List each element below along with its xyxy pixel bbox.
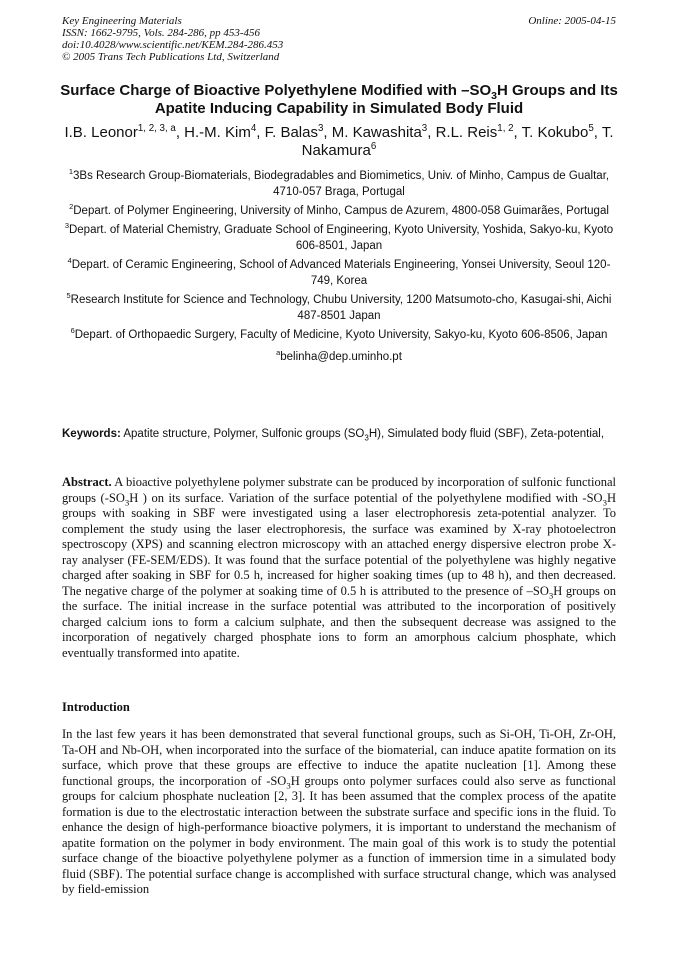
author-affil-sup: 4 bbox=[250, 123, 257, 134]
copyright-line: © 2005 Trans Tech Publications Ltd, Switzerland bbox=[62, 51, 280, 63]
affiliation-number: 5 bbox=[66, 291, 71, 301]
author-affil-sup: 1, 2 bbox=[497, 123, 514, 134]
affiliation bbox=[58, 168, 620, 200]
affiliation bbox=[58, 222, 620, 254]
issn-line: ISSN: 1662-9795, Vols. 284-286, pp 453-456 bbox=[62, 27, 260, 39]
affiliation-text: Depart. of Ceramic Engineering, School of Advanced Materials Engineering, Yonsei University, Seoul 120-749, Korea bbox=[71, 259, 611, 287]
abstract-subscript: 3 bbox=[124, 497, 130, 507]
email-address: belinha@dep.uminho.pt bbox=[280, 351, 402, 363]
keywords-label: Keywords: bbox=[62, 428, 121, 440]
author-separator: , bbox=[593, 124, 602, 141]
email-sup: a bbox=[276, 348, 281, 358]
keywords-part-2: H), Simulated body fluid (SBF), Zeta-potential, bbox=[368, 428, 605, 440]
abstract-text: A bioactive polyethylene polymer substrate can be produced by incorporation of sulfonic functional groups (-SO bbox=[62, 475, 616, 505]
author bbox=[332, 124, 436, 141]
affiliation bbox=[58, 292, 620, 324]
affiliation-text: Research Institute for Science and Technology, Chubu University, 1200 Matsumoto-cho, Kasugai-shi, Aichi 487-8501 Japan bbox=[70, 294, 612, 322]
affiliation bbox=[58, 203, 620, 219]
keywords bbox=[62, 427, 616, 442]
author-separator: , bbox=[427, 124, 436, 141]
affiliation-list bbox=[58, 168, 620, 365]
author-name: F. Balas bbox=[264, 124, 318, 141]
affiliation bbox=[58, 327, 620, 343]
abstract-text: H groups on the surface. The initial increase in the surface potential was attributed to the incorporation of positively charged calcium ions to form a calcium sulphate, and then the subsequent decrease was assigned to the incorporation of negatively charged phosphate ions to form an amorphous calcium phosphate, which eventually transformed into apatite. bbox=[62, 583, 616, 660]
doi-line: doi:10.4028/www.scientific.net/KEM.284-286.453 bbox=[62, 39, 284, 51]
affiliation-text: Depart. of Polymer Engineering, University of Minho, Campus de Azurem, 4800-058 Guimarães, Portugal bbox=[73, 205, 609, 217]
author bbox=[64, 124, 184, 141]
author-name: I.B. Leonor bbox=[64, 124, 138, 141]
author bbox=[265, 124, 332, 141]
affiliation-text: 3Bs Research Group-Biomaterials, Biodegradables and Biomimetics, Univ. of Minho, Campus de Gualtar, 4710-057 Braga, Portugal bbox=[73, 170, 610, 198]
author-separator: , bbox=[323, 124, 332, 141]
author-separator: , bbox=[175, 124, 185, 141]
affiliation-number: 4 bbox=[67, 256, 72, 266]
keywords-subscript: 3 bbox=[364, 433, 369, 443]
author bbox=[436, 124, 522, 141]
author bbox=[522, 124, 602, 141]
corresponding-email bbox=[58, 349, 620, 365]
intro-text: In the last few years it has been demonstrated that several functional groups, such as Si-OH, Ti-OH, Zr-OH, Ta-OH and Nb-OH, when incorporated into the surface of the biomaterial, can induce apatite formation on its surface, which prove that these groups are effective to induce the apatite nucleation [1]. Among these functional groups, the incorporation of -SO bbox=[62, 727, 616, 788]
author-name: T. Nakamura bbox=[301, 124, 614, 159]
affiliation-number: 6 bbox=[70, 326, 75, 336]
author-separator: , bbox=[256, 124, 265, 141]
author-name: R.L. Reis bbox=[435, 124, 498, 141]
title-part-1: Surface Charge of Bioactive Polyethylene Modified with –SO bbox=[60, 82, 492, 99]
author-list bbox=[58, 124, 620, 160]
affiliation-number: 1 bbox=[68, 167, 74, 177]
author-affil-sup: 5 bbox=[588, 123, 594, 134]
author-affil-sup: 3 bbox=[421, 123, 428, 134]
abstract-text: H groups with soaking in SBF were investigated using a laser electrophoresis zeta-potential analyzer. To complement the study using the laser electrophoresis, the surface was examined by X-ray photoelectron spectroscopy (XPS) and scanning electron microscopy with an attached energy dispersive electron probe X-ray analyser (FE-SEM/EDS). It was found that the surface potential of the polyethylene was highly negative charged after soaking in SBF for 0.5 h, increased for higher soaking times (up to 48 h), and then decreased. The negative charge of the polymer at soaking time of 0.5 h is attributed to the presence of –SO bbox=[62, 490, 616, 598]
online-date: Online: 2005-04-15 bbox=[528, 15, 616, 27]
abstract-subscript: 3 bbox=[602, 497, 607, 507]
keywords-part-1: Apatite structure, Polymer, Sulfonic groups (SO bbox=[123, 428, 365, 440]
intro-subscript: 3 bbox=[286, 780, 291, 790]
author-affil-sup: 6 bbox=[370, 141, 377, 152]
paper-title bbox=[50, 82, 628, 118]
author bbox=[184, 124, 264, 141]
affiliation-number: 3 bbox=[64, 221, 69, 231]
abstract-subscript: 3 bbox=[548, 590, 554, 600]
author-affil-sup: 1, 2, 3, a bbox=[137, 123, 176, 134]
abstract bbox=[62, 475, 616, 661]
author-name: T. Kokubo bbox=[521, 124, 589, 141]
author-separator: , bbox=[513, 124, 522, 141]
section-heading: Introduction bbox=[62, 700, 130, 714]
abstract-text: H ) on its surface. Variation of the surface potential of the polyethylene modified with -SO bbox=[129, 490, 603, 505]
title-part-2: H Groups and Its Apatite Inducing Capability in Simulated Body Fluid bbox=[154, 82, 618, 117]
intro-text: H groups onto polymer surfaces could also serve as functional groups for calcium phosphate nucleation [2, 3]. It has been assumed that the complex process of the apatite formation is due to the electrostatic interaction between the substrate surface and specific ions in the fluid. To enhance the design of high-performance bioactive polymers, it is important to understand the mechanism of apatite formation on the polymer in body environment. The main goal of this work is to study the potential surface change of the bioactive polyethylene polymer as a function of immersion time in a simulated body fluid (SBF). The potential surface change is accomplished with surface structural change, which was analysed by field-emission bbox=[62, 773, 616, 896]
affiliation bbox=[58, 257, 620, 289]
author-affil-sup: 3 bbox=[317, 123, 324, 134]
affiliation-text: Depart. of Material Chemistry, Graduate School of Engineering, Kyoto University, Yoshida, Sakyo-ku, Kyoto 606-8501, Japan bbox=[68, 224, 614, 252]
journal-name: Key Engineering Materials bbox=[62, 15, 182, 27]
author-name: H.-M. Kim bbox=[184, 124, 251, 141]
abstract-label: Abstract. bbox=[62, 475, 112, 489]
journal-header bbox=[62, 15, 616, 63]
title-subscript: 3 bbox=[491, 90, 497, 102]
author-name: M. Kawashita bbox=[331, 124, 422, 141]
affiliation-number: 2 bbox=[69, 202, 74, 212]
introduction-body bbox=[62, 727, 616, 898]
affiliation-text: Depart. of Orthopaedic Surgery, Faculty of Medicine, Kyoto University, Sakyo-ku, Kyoto 606-8506, Japan bbox=[74, 329, 608, 341]
